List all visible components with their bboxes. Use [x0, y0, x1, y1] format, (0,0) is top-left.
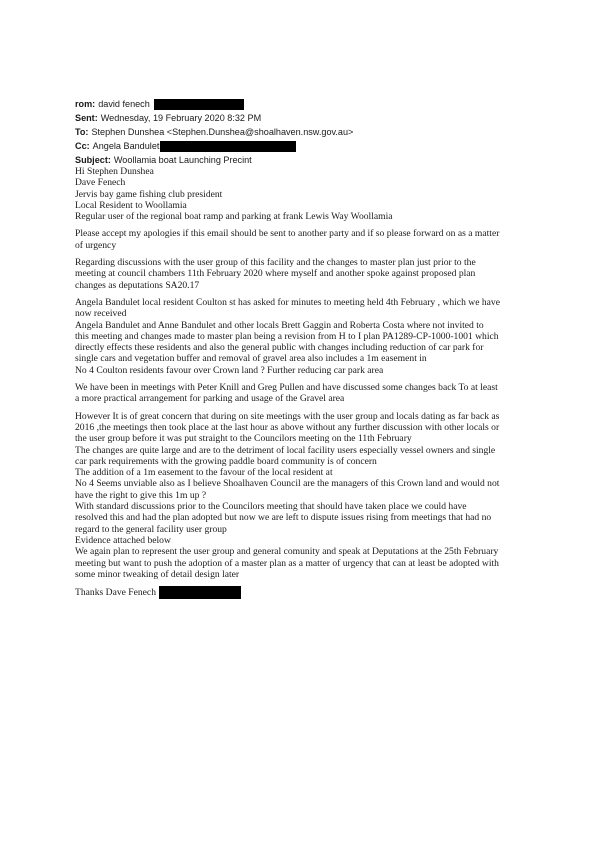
to-value: Stephen Dunshea <Stephen.Dunshea@shoalhaven.nsw.gov.au>	[91, 126, 354, 137]
text-line: Angela Bandulet local resident Coulton st has asked for minutes to meeting held 4th February , which we have	[75, 296, 500, 308]
sent-label: Sent:	[75, 112, 98, 123]
redaction-bar	[160, 141, 296, 152]
text-line: meeting but want to push the adoption of a master plan as a matter of urgency that can at least be adopted with	[75, 557, 499, 569]
text-line: No 4 Seems unviable also as I believe Shoalhaven Council are the managers of this Crown land and would not	[75, 478, 500, 490]
paragraph	[75, 166, 555, 222]
text-line: Jervis bay game fishing club president	[75, 188, 223, 200]
text-line: We again plan to represent the user group and general comunity and speak at Deputations at the 25th February	[75, 546, 499, 558]
text-line: The changes are quite large and are to the detriment of local facility users especially vessel owners and single	[75, 444, 496, 456]
to-line	[75, 126, 353, 140]
email-body	[75, 166, 555, 599]
text-line: Hi Stephen Dunshea	[75, 166, 154, 177]
text-line: directly effects these residents and also the general public with changes including reduction of car park for	[75, 342, 484, 354]
text-line: Regarding discussions with the user group of this facility and the changes to master plan just prior to the	[75, 257, 476, 269]
text-line: Angela Bandulet and Anne Bandulet and other locals Brett Gaggin and Roberta Costa where not invited to	[75, 319, 484, 331]
text-line: car park requirements with the growing paddle board community is of concern	[75, 455, 377, 467]
sent-line	[75, 112, 353, 126]
text-line: have the right to give this 1m up ?	[75, 489, 207, 501]
text-line: Regular user of the regional boat ramp and parking at frank Lewis Way Woollamia	[75, 211, 393, 223]
cc-line	[75, 140, 353, 154]
text-line: However It is of great concern that during on site meetings with the user group and locals dating as far back as	[75, 410, 500, 422]
text-line: the user group before it was put straight to the Councilors meeting on the 11th February	[75, 433, 412, 445]
paragraph	[75, 297, 555, 376]
subject-value: Woollamia boat Launching Precint	[113, 154, 252, 165]
signature-line	[75, 586, 555, 599]
text-line: meeting at council chambers 11th February 2020 where myself and another spoke against proposed plan	[75, 268, 476, 280]
paragraph	[75, 228, 555, 251]
from-label: rom:	[75, 99, 96, 109]
text-line: 2016 ,the meetings then took place at the last hour as above without any further discussion with other locals or	[75, 421, 500, 433]
paragraph	[75, 257, 555, 291]
cc-label: Cc:	[75, 140, 90, 151]
text-line: Please accept my apologies if this email should be sent to another party and if so please forward on as a matter	[75, 228, 500, 240]
email-header	[75, 98, 353, 168]
from-line	[75, 98, 353, 112]
text-line: of urgency	[75, 239, 117, 251]
text-line: single cars and vegetation buffer and removal of gravel area also includes a 1m easement in	[75, 353, 427, 365]
text-line: We have been in meetings with Peter Knill and Greg Pullen and have discussed some changes back To at least	[75, 382, 498, 394]
text-line: this meeting and changes made to master plan being a revision from H to I plan PA1289-CP-1000-1001 which	[75, 330, 499, 342]
redaction-bar	[154, 99, 244, 110]
signature-text: Thanks Dave Fenech	[75, 586, 156, 598]
paragraph	[75, 411, 555, 580]
text-line: a more practical arrangement for parking and usage of the Gravel area	[75, 393, 345, 405]
text-line: changes as deputations SA20.17	[75, 279, 200, 291]
redaction-bar	[159, 586, 241, 599]
text-line: With standard discussions prior to the Councilors meeting that should have taken place we could have	[75, 501, 467, 513]
text-line: No 4 Coulton residents favour over Crown land ? Further reducing car park area	[75, 364, 384, 376]
text-line: now received	[75, 308, 127, 320]
text-line: resolved this and had the plan adopted but now we are left to dispute issues rising from meetings that had no	[75, 512, 492, 524]
from-value: david fenech	[98, 99, 150, 109]
text-line: Evidence attached below	[75, 534, 171, 546]
paragraph	[75, 382, 555, 405]
paragraphs	[75, 166, 555, 580]
sent-value: Wednesday, 19 February 2020 8:32 PM	[100, 112, 262, 123]
text-line: some minor tweaking of detail design later	[75, 568, 240, 580]
text-line: The addition of a 1m easement to the favour of the local resident at	[75, 467, 333, 479]
cc-value: Angela Bandulet	[92, 140, 160, 151]
text-line: Dave Fenech	[75, 177, 126, 189]
to-label: To:	[75, 126, 89, 137]
subject-label: Subject:	[75, 154, 111, 165]
text-line: Local Resident to Woollamia	[75, 199, 187, 211]
text-line: regard to the general facility user group	[75, 523, 227, 535]
